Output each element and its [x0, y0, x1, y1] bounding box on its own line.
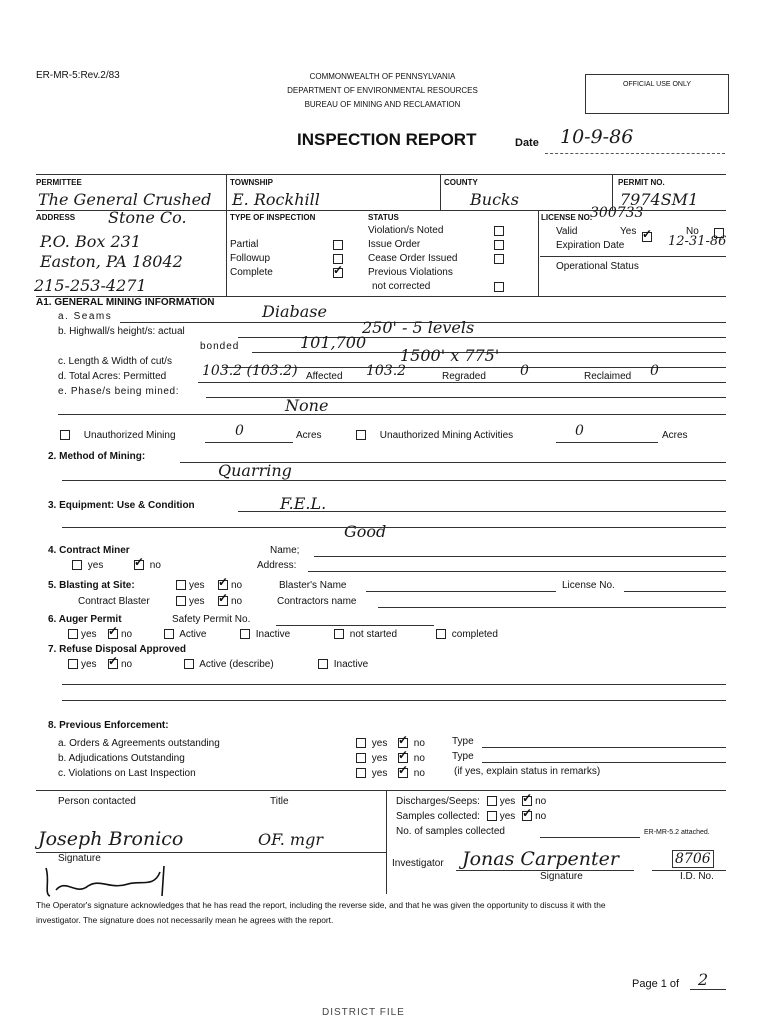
page-title: INSPECTION REPORT [297, 130, 477, 149]
blaster-license-label: License No. [562, 580, 615, 591]
expiration-label: Expiration Date [556, 240, 625, 251]
prev-yes-column: yes yes yes [356, 736, 387, 781]
official-use-box [585, 74, 729, 114]
date-value: 10-9-86 [560, 126, 634, 148]
checkbox-unauthorized-mining[interactable] [60, 430, 70, 440]
highwall-label: b. Highwall/s height/s: actual [58, 326, 185, 337]
county-label: COUNTY [444, 178, 478, 187]
unauthorized-activities: Unauthorized Mining Activities [356, 430, 513, 441]
contractors-name-label: Contractors name [277, 596, 357, 607]
seams-label: a. Seams [58, 311, 113, 322]
blaster-license-underline [624, 591, 726, 592]
checkbox-auger-no[interactable] [108, 629, 118, 639]
person-contacted-label: Person contacted [58, 796, 136, 807]
checkbox-samples-yes[interactable] [487, 811, 497, 821]
checkbox-issue-order[interactable] [494, 240, 504, 250]
license-value: 300733 [590, 205, 644, 221]
unauthorized-acres: Acres [296, 430, 322, 441]
township-label: TOWNSHIP [230, 178, 273, 187]
county-value: Bucks [470, 190, 519, 209]
checkbox-contract-blaster-no[interactable] [218, 596, 228, 606]
expiration-underline [540, 256, 726, 257]
license-yes-label: Yes [620, 226, 637, 237]
status-cease-order: Cease Order Issued [368, 253, 458, 264]
checkbox-contract-yes[interactable] [72, 560, 82, 570]
checkbox-refuse-yes[interactable] [68, 659, 78, 669]
permittee-value: The General Crushed [38, 190, 212, 209]
operator-signature-scribble [36, 860, 176, 900]
equipment-underline [238, 511, 726, 512]
contract-no: ✓ no [134, 560, 161, 571]
highwall-value: 250' - 5 levels [362, 318, 475, 337]
length-value: 1500' x 775' [400, 346, 500, 365]
refuse-label: 7. Refuse Disposal Approved [48, 644, 186, 655]
grid-top-line [36, 174, 726, 175]
investigator-value: Jonas Carpenter [462, 848, 619, 870]
safety-permit-underline [276, 625, 434, 626]
attached-note: ER-MR-5.2 attached. [644, 829, 710, 836]
reclaimed-value: 0 [650, 363, 659, 379]
adjud-type-underline [482, 762, 726, 763]
unauthorized-activities-underline [556, 442, 658, 443]
permit-no-value: 7974SM1 [620, 190, 699, 209]
form-id: ER-MR-5:Rev.2/83 [36, 70, 120, 81]
phase-underline-2 [58, 414, 726, 415]
investigator-label: Investigator [392, 858, 444, 869]
safety-permit-label: Safety Permit No. [172, 614, 251, 625]
disclaimer-line-1: The Operator's signature acknowledges that he has read the report, including the reverse side, and that he was given the opportunity to discuss it with the [36, 900, 606, 910]
blasting-label: 5. Blasting at Site: [48, 580, 135, 591]
status-checkboxes [494, 224, 507, 294]
blasting-yes: yes [176, 580, 205, 591]
official-use-label: OFFICIAL USE ONLY [622, 81, 692, 88]
phase-value: None [285, 396, 329, 415]
unauthorized-mining: Unauthorized Mining [60, 430, 176, 441]
checkbox-orders-no[interactable] [398, 738, 408, 748]
equipment-underline-2 [62, 527, 726, 528]
checkbox-contract-blaster-yes[interactable] [176, 596, 186, 606]
method-underline-2 [62, 480, 726, 481]
permit-no-label: PERMIT NO. [618, 178, 665, 187]
checkbox-contract-no[interactable] [134, 560, 144, 570]
blaster-name-underline [366, 591, 556, 592]
disclaimer-line-2: investigator. The signature does not necessarily mean he agrees with the report. [36, 915, 334, 925]
refuse-line-2 [62, 700, 726, 701]
grid-mid-line [226, 210, 726, 211]
prev-violations: c. Violations on Last Inspection [58, 768, 196, 779]
contract-name-underline [314, 556, 726, 557]
checkbox-blasting-yes[interactable] [176, 580, 186, 590]
checkbox-auger-completed[interactable] [436, 629, 446, 639]
status-not-corrected: not corrected [372, 281, 431, 292]
status-issue-order: Issue Order [368, 239, 421, 250]
checkbox-violations-yes[interactable] [356, 768, 366, 778]
inspection-type-label: TYPE OF INSPECTION [230, 213, 316, 222]
auger-label: 6. Auger Permit [48, 614, 122, 625]
method-value: Quarring [218, 461, 292, 480]
license-no-label: No [686, 226, 699, 237]
auger-completed: completed [436, 629, 498, 640]
phase-underline [206, 397, 726, 398]
person-contacted-value: Joseph Bronico [38, 828, 184, 850]
equipment-value: F.E.L. [280, 494, 327, 513]
contract-yes: yes [72, 560, 103, 571]
regraded-label: Regraded [442, 371, 486, 382]
investigator-id-value: 8706 [672, 850, 714, 868]
prev-adjudications: b. Adjudications Outstanding [58, 753, 185, 764]
explain-note: (if yes, explain status in remarks) [454, 766, 601, 777]
bonded-label: bonded [200, 341, 240, 352]
checkbox-discharges-no[interactable] [522, 796, 532, 806]
address-line-1: P.O. Box 231 [40, 232, 141, 251]
checkbox-violations-noted[interactable] [494, 226, 504, 236]
operator-signature-label: Signature [58, 853, 101, 864]
license-yes-checkbox[interactable] [642, 232, 652, 242]
checkbox-partial[interactable] [333, 240, 343, 250]
checkbox-not-corrected[interactable] [494, 282, 504, 292]
refuse-line-1 [62, 684, 726, 685]
page-total: 2 [698, 970, 709, 989]
page-total-underline [690, 989, 726, 990]
acres-label: d. Total Acres: Permitted [58, 371, 167, 382]
unauthorized-mining-value: 0 [235, 423, 244, 439]
seams-value: Diabase [262, 302, 327, 321]
equipment-condition: Good [344, 522, 387, 541]
auger-no: ✓ no [108, 629, 132, 640]
permittee-label: PERMITTEE [36, 178, 82, 187]
equipment-label: 3. Equipment: Use & Condition [48, 500, 195, 511]
checkbox-samples-no[interactable] [522, 811, 532, 821]
expiration-value: 12-31-86 [668, 234, 727, 249]
checkbox-unauthorized-activities[interactable] [356, 430, 366, 440]
samples-row: Samples collected: yes ✓ no [396, 811, 546, 822]
checkbox-adjud-no[interactable] [398, 753, 408, 763]
prev-enforcement-label: 8. Previous Enforcement: [48, 720, 169, 731]
contract-name-label: Name; [270, 545, 300, 556]
address-phone: 215-253-4271 [34, 276, 147, 295]
date-label: Date [515, 137, 539, 149]
regraded-value: 0 [520, 363, 529, 379]
contract-blaster-yes: yes [176, 596, 205, 607]
checkbox-violations-no[interactable] [398, 768, 408, 778]
checkbox-discharges-yes[interactable] [487, 796, 497, 806]
refuse-active: Active (describe) [184, 659, 274, 670]
length-label: c. Length & Width of cut/s [58, 356, 172, 367]
auger-active: Active [164, 629, 206, 640]
agency-header [270, 70, 495, 112]
num-samples-underline [540, 837, 640, 838]
investigator-id-label: I.D. No. [680, 871, 714, 882]
checkbox-refuse-inactive[interactable] [318, 659, 328, 669]
disclaimer [36, 898, 606, 928]
inspection-type-checkboxes [333, 238, 346, 280]
unauthorized-mining-underline [205, 442, 293, 443]
blasting-no: ✓ no [218, 580, 242, 591]
unauthorized-act-acres: Acres [662, 430, 688, 441]
date-underline [545, 153, 725, 154]
address-label: ADDRESS [36, 213, 76, 222]
address-line-2: Easton, PA 18042 [40, 252, 183, 271]
affected-value: 103.2 [366, 363, 407, 379]
bottom-section-top [36, 790, 726, 791]
checkbox-orders-yes[interactable] [356, 738, 366, 748]
checkbox-complete[interactable] [333, 268, 343, 278]
contract-label: 4. Contract Miner [48, 545, 130, 556]
status-previous-violations: Previous Violations [368, 267, 453, 278]
a1-heading: A1. GENERAL MINING INFORMATION [36, 297, 215, 308]
contract-blaster-no: ✓ no [218, 596, 242, 607]
permitted-value: 103.2 (103.2) [202, 363, 298, 379]
discharges-row: Discharges/Seeps: yes ✓ no [396, 796, 546, 807]
acres-underline [198, 382, 726, 383]
option-followup[interactable]: Followup [230, 253, 271, 264]
grid-divider-4 [538, 210, 539, 296]
checkbox-auger-yes[interactable] [68, 629, 78, 639]
license-valid: Valid [556, 226, 578, 237]
inspection-type-options [230, 238, 273, 280]
status-violations-noted: Violation/s Noted [368, 225, 444, 236]
footer-district-file: DISTRICT FILE [322, 1007, 405, 1018]
checkbox-auger-not-started[interactable] [334, 629, 344, 639]
status-options [368, 224, 458, 294]
checkbox-blasting-no[interactable] [218, 580, 228, 590]
investigator-signature-label: Signature [540, 871, 583, 882]
auger-yes: yes [68, 629, 97, 640]
checkbox-cease-order[interactable] [494, 254, 504, 264]
checkbox-adjud-yes[interactable] [356, 753, 366, 763]
refuse-yes: yes [68, 659, 97, 670]
checkbox-auger-active[interactable] [164, 629, 174, 639]
address-company: Stone Co. [108, 208, 187, 227]
auger-inactive: Inactive [240, 629, 290, 640]
orders-type-label: Type [452, 736, 474, 747]
adjud-type-label: Type [452, 751, 474, 762]
contract-address-underline [308, 571, 726, 572]
orders-type-underline [482, 747, 726, 748]
checkbox-refuse-no[interactable] [108, 659, 118, 669]
unauthorized-activities-value: 0 [575, 423, 584, 439]
page-number-label: Page 1 of [632, 978, 680, 990]
agency-line-2: DEPARTMENT OF ENVIRONMENTAL RESOURCES [287, 86, 478, 95]
operational-status-label: Operational Status [556, 261, 639, 272]
grid-divider-1 [226, 174, 227, 296]
auger-not-started: not started [334, 629, 397, 640]
option-complete[interactable]: Complete [230, 267, 273, 278]
contract-blaster-label: Contract Blaster [78, 596, 150, 607]
title-label: Title [270, 796, 289, 807]
contractors-name-underline [378, 607, 726, 608]
affected-label: Affected [306, 371, 343, 382]
township-value: E. Rockhill [232, 190, 320, 209]
title-value: OF. mgr [258, 830, 323, 849]
blaster-name-label: Blaster's Name [279, 580, 347, 591]
prev-no-column: ✓ no ✓ no ✓ no [398, 736, 425, 781]
phase-label: e. Phase/s being mined: [58, 386, 180, 397]
checkbox-auger-inactive[interactable] [240, 629, 250, 639]
method-label: 2. Method of Mining: [48, 451, 146, 462]
refuse-inactive: Inactive [318, 659, 368, 670]
refuse-no: ✓ no [108, 659, 132, 670]
num-samples-label: No. of samples collected [396, 826, 505, 837]
agency-line-1: COMMONWEALTH OF PENNSYLVANIA [309, 72, 456, 81]
agency-line-3: BUREAU OF MINING AND RECLAMATION [304, 100, 461, 109]
contract-address-label: Address: [257, 560, 297, 571]
bonded-value: 101,700 [300, 333, 367, 352]
reclaimed-label: Reclaimed [584, 371, 632, 382]
option-partial[interactable]: Partial [230, 239, 259, 250]
prev-enforcement-items [58, 736, 220, 781]
license-label: LICENSE NO. [541, 213, 593, 222]
grid-divider-2 [440, 174, 441, 210]
status-label: STATUS [368, 213, 399, 222]
prev-orders: a. Orders & Agreements outstanding [58, 738, 220, 749]
bottom-section-divider [386, 790, 387, 894]
checkbox-refuse-active[interactable] [184, 659, 194, 669]
